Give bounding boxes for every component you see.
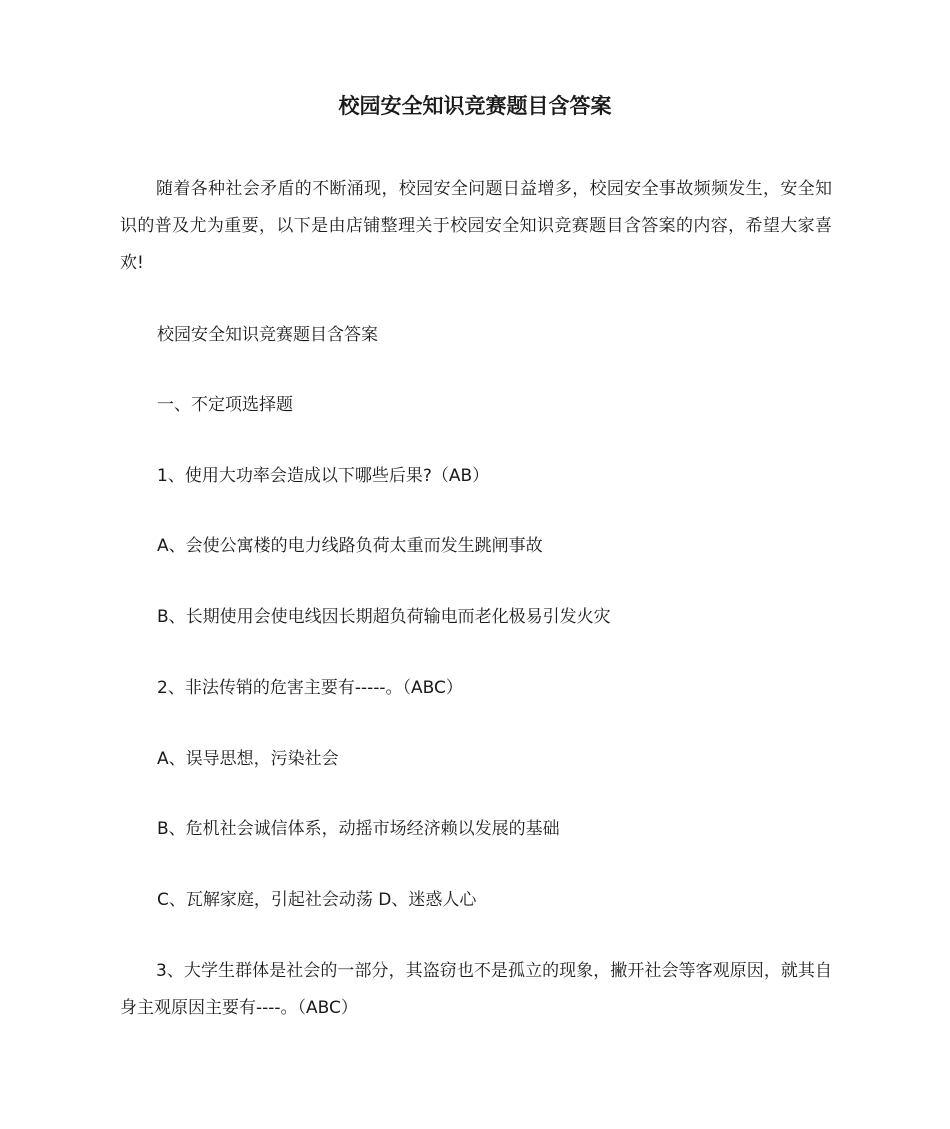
option-2cd: C、瓦解家庭，引起社会动荡 D、迷惑人心 bbox=[157, 890, 477, 910]
option-2b: B、危机社会诚信体系，动摇市场经济赖以发展的基础 bbox=[157, 819, 560, 839]
intro-paragraph: 随着各种社会矛盾的不断涌现，校园安全问题日益增多，校园安全事故频频发生，安全知识的普及尤为重要，以下是由店铺整理关于校园安全知识竞赛题目含答案的内容，希望大家喜欢! bbox=[120, 179, 832, 273]
option-1a: A、会使公寓楼的电力线路负荷太重而发生跳闸事故 bbox=[157, 536, 543, 556]
section-heading: 一、不定项选择题 bbox=[157, 395, 293, 415]
document-title: 校园安全知识竞赛题目含答案 bbox=[338, 94, 612, 118]
question-1: 1、使用大功率会造成以下哪些后果?（AB） bbox=[157, 466, 490, 486]
question-3: 3、大学生群体是社会的一部分，其盗窃也不是孤立的现象，撇开社会等客观原因，就其自身主观原因主要有----。（ABC） bbox=[120, 961, 832, 1018]
question-2: 2、非法传销的危害主要有-----。（ABC） bbox=[157, 678, 463, 698]
subtitle: 校园安全知识竞赛题目含答案 bbox=[157, 325, 378, 345]
option-2a: A、误导思想，污染社会 bbox=[157, 749, 339, 769]
option-1b: B、长期使用会使电线因长期超负荷输电而老化极易引发火灾 bbox=[157, 607, 611, 627]
